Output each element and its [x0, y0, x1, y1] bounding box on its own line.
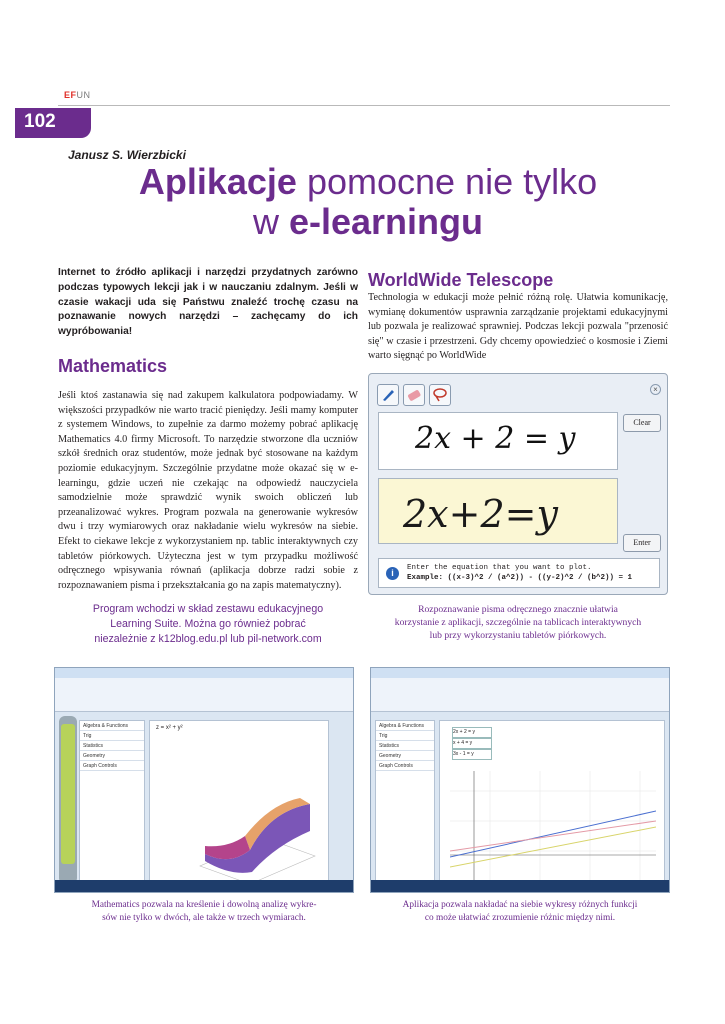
- equation-list: [452, 727, 492, 760]
- left-caption: [54, 899, 354, 925]
- handwriting-area[interactable]: [378, 478, 618, 544]
- command-panel: [375, 720, 435, 893]
- title-regular-2: w: [252, 201, 289, 242]
- line-plot: [450, 771, 656, 893]
- lasso-tool-icon[interactable]: [429, 384, 451, 406]
- info-icon: i: [386, 567, 399, 580]
- side-item[interactable]: Algebra & Functions: [80, 721, 144, 731]
- section-heading-telescope: WorldWide Telescope: [368, 270, 554, 290]
- side-item[interactable]: Statistics: [80, 741, 144, 751]
- telescope-body: Technologia w edukacji może pełnić różną rolę. Ułatwia komunikację, wymianę dokumentów usprawnia zarządzanie projektami edukacyjnymi lub pozwala je realizować sprawniej. Podczas lekcji pozwala "przenosić się" w czasie i przestrzeni. Gdy chcemy opowiedzieć o kosmosie i Ziemi warto sięgnąć po WorldWide: [368, 292, 668, 362]
- side-item[interactable]: Graph Controls: [80, 761, 144, 771]
- side-item[interactable]: Geometry: [376, 751, 434, 761]
- title-regular-1: pomocne nie tylko: [296, 161, 598, 202]
- header-rule: [58, 105, 670, 106]
- side-item[interactable]: Algebra & Functions: [376, 721, 434, 731]
- promo-box: [58, 602, 358, 647]
- brand-prefix: EF: [64, 90, 77, 100]
- equation-entry: 3x - 1 = y: [452, 749, 492, 760]
- right-caption: [370, 899, 670, 925]
- app-ribbon: [371, 678, 669, 712]
- recognized-equation: 2x + 2 = y: [378, 412, 618, 470]
- author: Janusz S. Wierzbicki: [68, 148, 186, 162]
- side-item[interactable]: Trig: [376, 731, 434, 741]
- pen-tool-icon[interactable]: [377, 384, 399, 406]
- screenshot-2d-plot: [370, 667, 670, 893]
- taskbar: [371, 880, 669, 892]
- page-number: 102: [15, 108, 91, 138]
- promo-line-2: Learning Suite. Można go również pobrać: [110, 618, 306, 630]
- dialog-caption: [368, 603, 668, 642]
- handwritten-ink: [379, 479, 617, 543]
- brand-suffix: UN: [76, 90, 91, 100]
- mathematics-body: Jeśli ktoś zastanawia się nad zakupem kalkulatora podpowiadamy. W większości przypadków nie warto tracić pieniędzy. Jeśli mamy komputer z systemem Windows, to zupełnie za darmo możemy pobrać aplikację Mathematics 4.0 firmy Microsoft. To narzędzie stworzone dla uczniów szkół średnich oraz studentów, może jednak być stosowane na każdym poziomie edukacyjnym. Szczególnie przydatne może okazać się w e-learningu, gdzie uczeń nie czekając na odpowiedź nauczyciela samodzielnie może sprawdzić wynik swoich obliczeń lub przeanalizować wykres. Program pozwala na generowanie wykresów dwu i trzy wymiarowych oraz nakładanie wielu wykresów na siebie. Efekt to ciekawe lekcje z wykorzystaniem np. tablic interaktywnych czy tabletów piórkowych. Użyteczna jest w tym przypadku możliwość odręcznego wpisywania równań (aplikacja dobrze radzi sobie z rozpoznawaniem pisma i przekształcania go na zapis matematyczny).: [58, 390, 358, 591]
- eraser-tool-icon[interactable]: [403, 384, 425, 406]
- handwritten-equation: 2x+2=y: [403, 492, 558, 536]
- calculator-body: [59, 716, 77, 884]
- left-caption-line-1: Mathematics pozwala na kreślenie i dowolną analizę wykre-: [91, 900, 317, 910]
- right-caption-line-2: co może ułatwiać zrozumienie różnic między nimi.: [424, 913, 616, 923]
- side-item[interactable]: Statistics: [376, 741, 434, 751]
- equation-entry: 2x + 2 = y: [452, 727, 492, 738]
- window-titlebar: [371, 668, 669, 678]
- screenshot-3d-plot: [54, 667, 354, 893]
- article-title: [68, 162, 668, 242]
- surface-plot: [190, 776, 320, 886]
- app-ribbon: [55, 678, 353, 712]
- enter-button[interactable]: Enter: [623, 534, 661, 552]
- side-item[interactable]: Geometry: [80, 751, 144, 761]
- graph-worksheet: [149, 720, 329, 893]
- window-titlebar: [55, 668, 353, 678]
- side-item[interactable]: Trig: [80, 731, 144, 741]
- taskbar: [55, 880, 353, 892]
- section-heading-mathematics: Mathematics: [58, 356, 168, 376]
- left-caption-line-2: sów nie tylko w dwóch, ale także w trzech wymiarach.: [102, 913, 306, 923]
- graph-worksheet: [439, 720, 665, 893]
- calculator-keypad: [61, 724, 75, 864]
- hint-box: [378, 558, 660, 588]
- magazine-brand: [64, 90, 91, 100]
- lead-paragraph: Internet to źródło aplikacji i narzędzi przydatnych zarówno podczas typowych lekcji jak i w nauczaniu zdalnym. Jeśli w czasie wakacji uda się Państwu znaleźć trochę czasu na poznawanie nowych narzędzi – zachęcamy do ich wypróbowania!: [58, 267, 358, 338]
- plot-equation: z = x² + y²: [156, 725, 183, 731]
- title-bold-1: Aplikacje: [138, 161, 297, 202]
- side-item[interactable]: Graph Controls: [376, 761, 434, 771]
- title-bold-2: e-learningu: [288, 201, 484, 242]
- hint-line-2: Example: ((x-3)^2 / (a^2)) - ((y-2)^2 / (b^2)) = 1: [407, 574, 633, 582]
- clear-button[interactable]: Clear: [623, 414, 661, 432]
- hint-line-1: Enter the equation that you want to plot.: [407, 564, 592, 572]
- right-caption-line-1: Aplikacja pozwala nakładać na siebie wykresy różnych funkcji: [402, 900, 638, 910]
- promo-line-1: Program wchodzi w skład zestawu edukacyjnego: [92, 603, 324, 615]
- handwriting-dialog: [368, 373, 668, 595]
- command-panel: [79, 720, 145, 893]
- close-icon[interactable]: ×: [650, 384, 661, 395]
- dialog-caption-line-3: lub przy wykorzystaniu tabletów piórkowych.: [429, 630, 607, 641]
- equation-entry: x + 4 = y: [452, 738, 492, 749]
- dialog-caption-line-1: Rozpoznawanie pisma odręcznego znacznie ułatwia: [418, 604, 618, 615]
- promo-line-3: niezależnie z k12blog.edu.pl lub pil-network.com: [94, 633, 322, 645]
- dialog-caption-line-2: korzystanie z aplikacji, szczególnie na tablicach interaktywnych: [394, 617, 642, 628]
